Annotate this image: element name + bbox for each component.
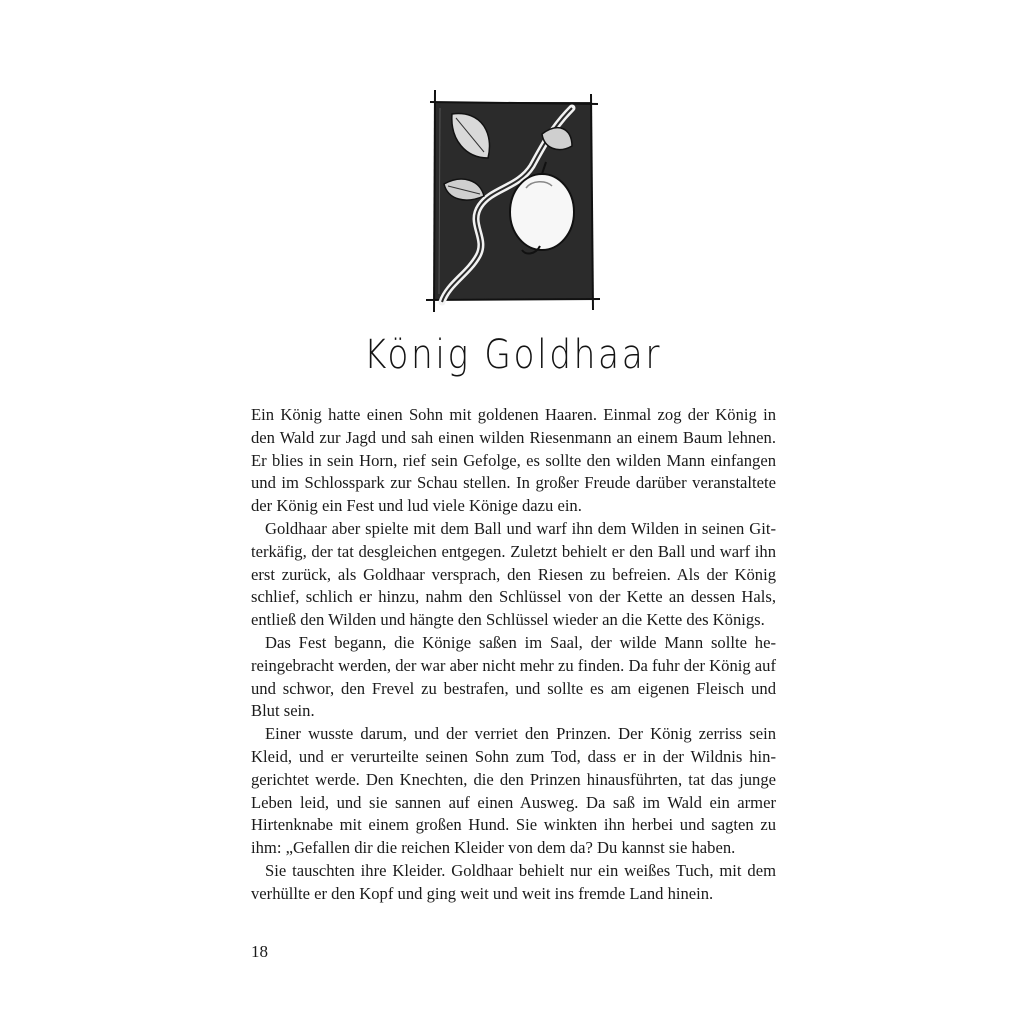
paragraph: Ein König hatte einen Sohn mit goldenen Haaren. Einmal zog der König in den Wald zur Jagd und sah einen wilden Riesenmann an einem Baum lehnen. Er blies in sein Horn, rief sein Gefolge, es sollte den wilden Mann einfangen und im Schlosspark zur Schau stellen. In großer Freude darüber veranstaltete der König ein Fest und lud viele Könige dazu ein.	[251, 405, 776, 516]
story-text	[251, 404, 776, 906]
paragraph: Das Fest begann, die Könige saßen im Saal, der wilde Mann sollte hereingebracht werden, der war aber nicht mehr zu finden. Da fuhr der König auf und schwor, den Frevel zu bestrafen, und sollte es am eigenen Fleisch und Blut sein.	[251, 632, 776, 721]
chapter-title: König Goldhaar	[363, 332, 663, 378]
page-number: 18	[251, 942, 268, 961]
paragraph: Goldhaar aber spielte mit dem Ball und warf ihn dem Wilden in seinen Gitterkäfig, der tat desgleichen entgegen. Zuletzt behielt er den Ball und warf ihn erst zurück, als Goldhaar versprach, den Riesen zu befreien. Als der König schlief, schlich er hinzu, nahm den Schlüssel von der Kette an dessen Hals, entließ den Wilden und hängte den Schlüssel wieder an die Kette des Königs.	[251, 518, 776, 630]
apple-branch-illustration	[422, 88, 604, 314]
paragraph: Einer wusste darum, und der verriet den Prinzen. Der König zerriss sein Kleid, und er verurteilte seinen Sohn zum Tod, dass er in der Wildnis hingerichtet werde. Den Knechten, die den Prinzen hinausführten, tat das junge Leben leid, und sie sannen auf einen Ausweg. Da saß im Wald ein armer Hirtenknabe mit einem großen Hund. Sie winkten ihn herbei und sagten zu ihm: „Gefallen dir die reichen Kleider von dem da? Du kannst sie haben.	[251, 724, 776, 858]
paragraph: Sie tauschten ihre Kleider. Goldhaar behielt nur ein weißes Tuch, mit dem verhüllte er den Kopf und ging weit und weit ins fremde Land hinein.	[251, 860, 776, 903]
